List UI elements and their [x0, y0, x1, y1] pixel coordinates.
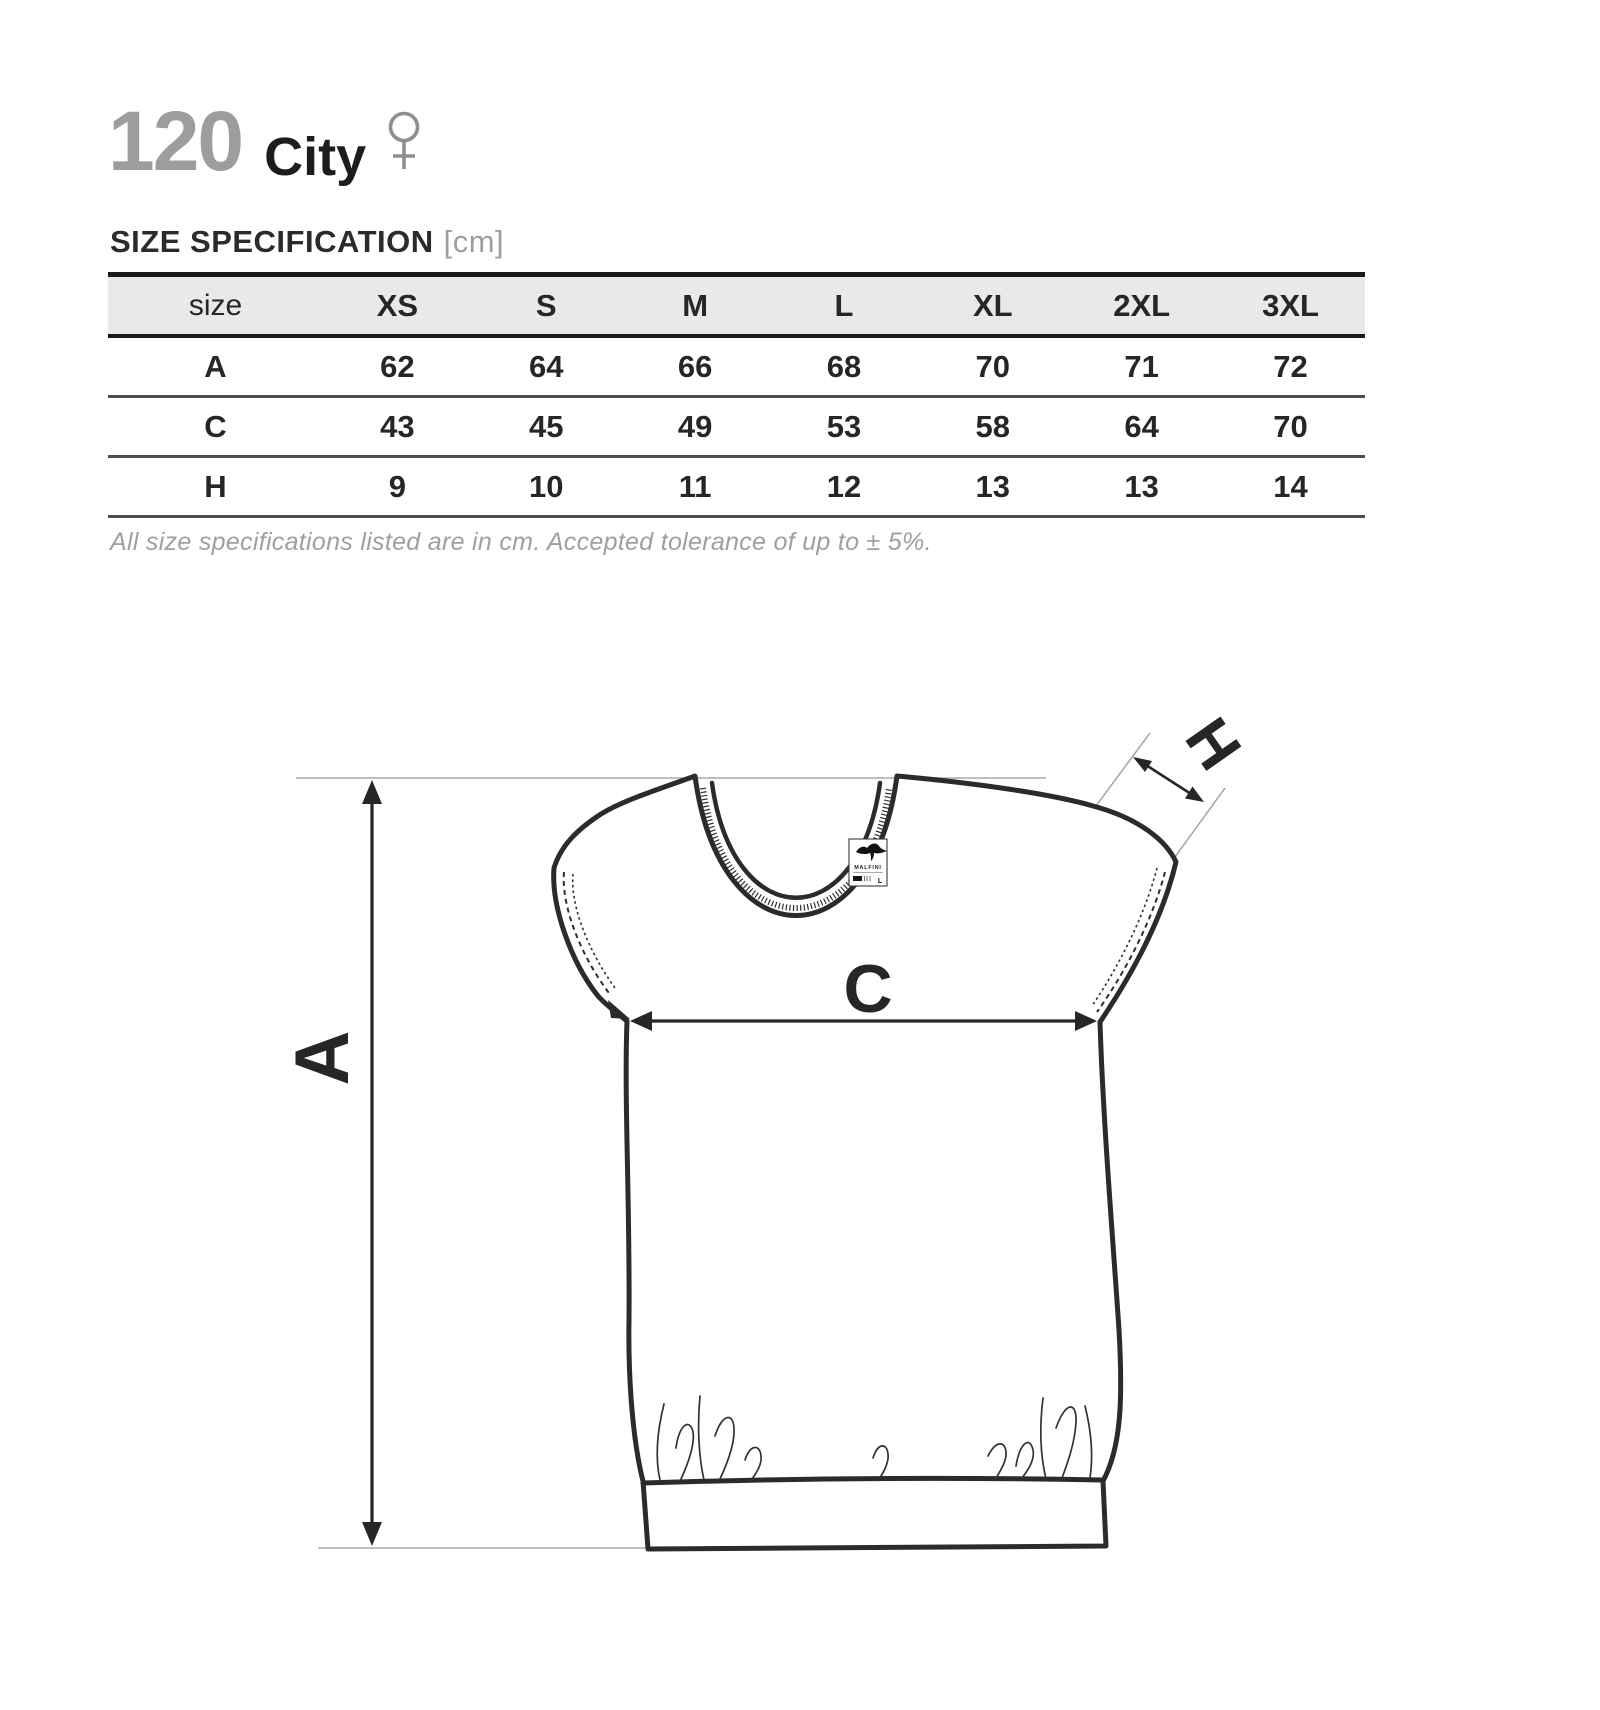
col-header: XS — [376, 287, 419, 323]
dimension-label-c: C — [843, 951, 893, 1027]
row-label: C — [204, 408, 227, 444]
col-header: XL — [972, 287, 1013, 323]
cell: 13 — [975, 468, 1011, 504]
product-code: 120 — [108, 94, 243, 188]
cell: 45 — [529, 408, 564, 444]
cell: 70 — [975, 348, 1011, 384]
col-header: L — [834, 287, 854, 323]
cell: 71 — [1124, 348, 1159, 384]
col-header: 3XL — [1262, 287, 1319, 323]
col-header-size: size — [188, 288, 243, 322]
col-header: 2XL — [1113, 287, 1171, 323]
arrow-head-down-icon — [362, 1522, 382, 1546]
arrow-head-up-icon — [362, 780, 382, 804]
col-header: M — [682, 287, 709, 323]
dimension-label-a: A — [280, 1030, 365, 1086]
cell: 66 — [677, 348, 713, 384]
cell: 13 — [1124, 468, 1159, 504]
tshirt-outline — [554, 776, 1176, 1549]
sleeve-extension-line-1 — [1090, 733, 1150, 814]
cell: 62 — [380, 348, 415, 384]
cell: 43 — [380, 408, 415, 444]
cell: 72 — [1273, 348, 1308, 384]
cell: 14 — [1273, 468, 1308, 504]
row-label: H — [204, 468, 227, 504]
spec-note: All size specifications listed are in cm. Accepted tolerance of up to ± 5%. — [110, 528, 932, 556]
cell: 12 — [826, 468, 862, 504]
col-header: S — [535, 287, 557, 323]
cell: 68 — [826, 348, 862, 384]
cell: 58 — [975, 408, 1011, 444]
brand-label — [849, 839, 887, 886]
height-arrow — [362, 780, 382, 1546]
cell: 9 — [388, 468, 407, 504]
arrow-head-upleft-icon — [1133, 757, 1152, 772]
cell: 70 — [1273, 408, 1308, 444]
product-name: City — [264, 127, 367, 188]
cell: 49 — [677, 408, 713, 444]
cell: 11 — [678, 468, 712, 504]
dimension-label-h: H — [1171, 706, 1254, 783]
cell: 64 — [1124, 408, 1159, 444]
arrow-head-downright-icon — [1185, 787, 1204, 803]
row-label: A — [204, 348, 227, 384]
unit-label: [cm] — [443, 224, 505, 259]
cell: 53 — [826, 408, 862, 444]
cell: 10 — [529, 468, 564, 504]
brand-size-letter: L — [877, 878, 883, 885]
brand-name: MALFINI — [854, 865, 882, 871]
cell: 64 — [529, 348, 564, 384]
section-title: SIZE SPECIFICATION — [110, 224, 434, 259]
